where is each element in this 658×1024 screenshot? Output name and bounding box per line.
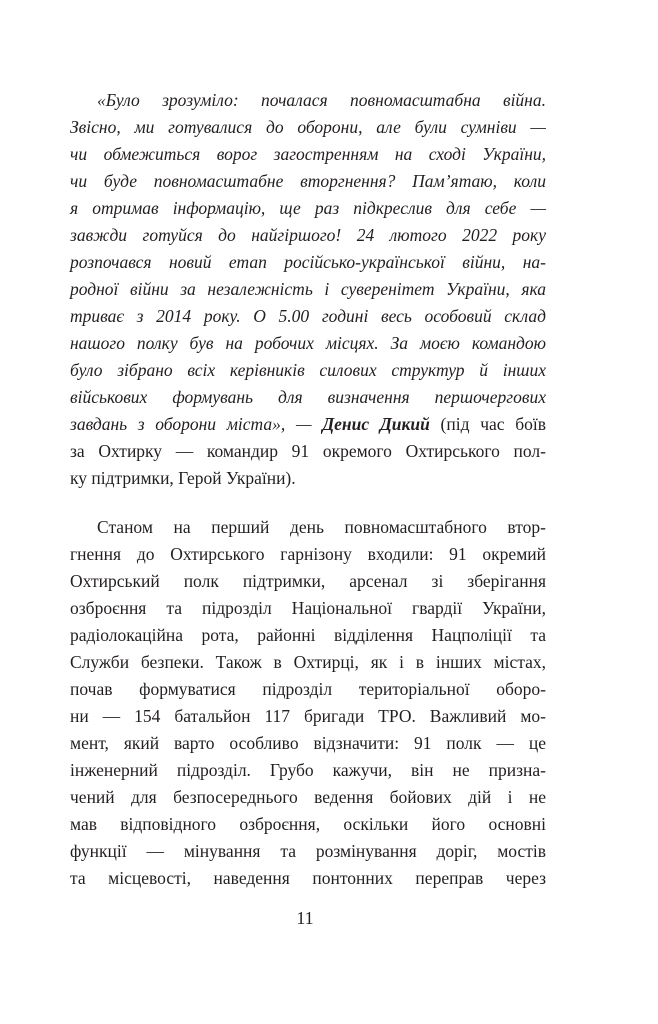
text-segment: інженерний підрозділ. Грубо кажучи, він не призна- <box>70 760 546 780</box>
author-name: Денис Дикий <box>322 414 441 434</box>
text-line <box>70 438 546 465</box>
text-segment: завжди готуйся до найгіршого! 24 лютого 2022 року <box>70 225 546 245</box>
text-segment: нашого полку був на робочих місцях. За моєю командою <box>70 333 546 353</box>
text-line <box>70 595 546 622</box>
text-line <box>70 811 546 838</box>
text-segment: Звісно, ми готувалися до оборони, але були сумніви — <box>70 117 546 137</box>
text-line <box>70 330 546 357</box>
text-segment: чи обмежиться ворог загостренням на сході України, <box>70 144 546 164</box>
text-line <box>70 222 546 249</box>
text-segment: було зібрано всіх керівників силових структур й інших <box>70 360 546 380</box>
text-segment: військових формувань для визначення першочергових <box>70 387 546 407</box>
text-line <box>70 141 546 168</box>
text-segment: ни — 154 батальйон 117 бригади ТРО. Важливий мо- <box>70 706 546 726</box>
text-line <box>70 676 546 703</box>
text-segment: розпочався новий етап російсько-української війни, на- <box>70 252 546 272</box>
text-line <box>70 87 546 114</box>
text-line <box>70 730 546 757</box>
text-segment: триває з 2014 року. О 5.00 годині весь особовий склад <box>70 306 546 326</box>
text-segment: за Охтирку — командир 91 окремого Охтирського пол- <box>70 441 546 461</box>
text-segment: озброєння та підрозділ Національної гвардії України, <box>70 598 546 618</box>
text-segment: та місцевості, наведення понтонних переправ через <box>70 868 546 888</box>
text-line <box>70 195 546 222</box>
text-line <box>70 514 546 541</box>
text-line <box>70 838 546 865</box>
text-line <box>70 649 546 676</box>
text-segment: почав формуватися підрозділ територіальної оборо- <box>70 679 546 699</box>
text-segment: функції — мінування та розмінування доріг, мостів <box>70 841 546 861</box>
body-paragraph <box>70 514 546 892</box>
text-line <box>70 465 546 492</box>
text-segment: мент, який варто особливо відзначити: 91 полк — це <box>70 733 546 753</box>
text-line <box>70 357 546 384</box>
text-line <box>70 622 546 649</box>
text-line <box>70 703 546 730</box>
text-line <box>70 114 546 141</box>
page-number: 11 <box>296 908 314 928</box>
text-segment: Служби безпеки. Також в Охтирці, як і в інших містах, <box>70 652 546 672</box>
text-line <box>70 757 546 784</box>
text-segment: родної війни за незалежність і суверенітет України, яка <box>70 279 546 299</box>
text-segment: Охтирський полк підтримки, арсенал зі зберігання <box>70 571 546 591</box>
text-segment: чений для безпосереднього ведення бойових дій і не <box>70 787 546 807</box>
text-segment: радіолокаційна рота, районні відділення Нацполіції та <box>70 625 546 645</box>
text-segment: «Було зрозуміло: почалася повномасштабна війна. <box>97 90 546 110</box>
text-line <box>70 168 546 195</box>
text-segment: гнення до Охтирського гарнізону входили: 91 окремий <box>70 544 546 564</box>
text-segment: Станом на перший день повномасштабного втор- <box>97 517 546 537</box>
text-line <box>70 276 546 303</box>
text-segment: завдань з оборони міста», — <box>70 414 323 434</box>
text-segment: мав відповідного озброєння, оскільки його основні <box>70 814 546 834</box>
text-line <box>70 303 546 330</box>
text-segment: ку підтримки, Герой України). <box>70 468 296 488</box>
text-segment: я отримав інформацію, ще раз підкреслив для себе — <box>70 198 546 218</box>
text-line <box>70 249 546 276</box>
text-line <box>70 384 546 411</box>
text-line <box>70 568 546 595</box>
text-line <box>70 865 546 892</box>
text-segment: (під час боїв <box>440 414 546 434</box>
text-line <box>70 411 546 438</box>
text-line <box>70 784 546 811</box>
text-segment: чи буде повномасштабне вторгнення? Пам’ятаю, коли <box>70 171 546 191</box>
text-line <box>70 541 546 568</box>
quote-paragraph <box>70 87 546 492</box>
